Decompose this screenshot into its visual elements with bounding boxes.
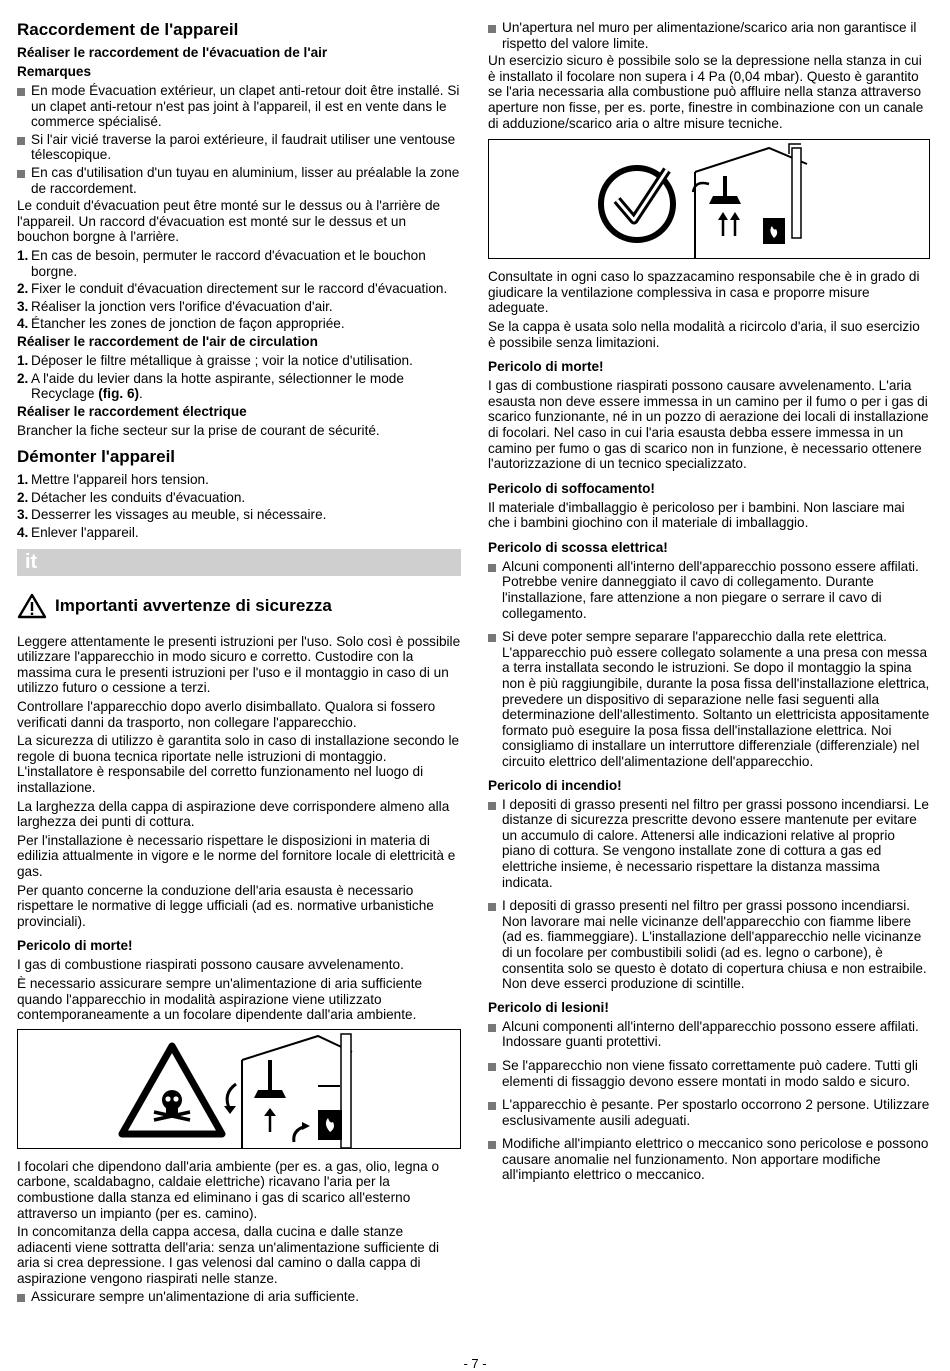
step-item: 4. Enlever l'appareil. bbox=[17, 525, 139, 541]
section-title-dismount: Démonter l'appareil bbox=[17, 447, 176, 467]
fire-heading: Pericolo di incendio! bbox=[488, 777, 622, 793]
list-item: Se l'apparecchio non viene fissato correttamente può cadere. Tutti gli elementi di fissaggio devono essere montati in modo saldo e sicuro. bbox=[488, 1058, 930, 1089]
danger-paragraph: È necessario assicurare sempre un'alimentazione di aria sufficiente quando l'apparecchio in modalità aspirazione viene utilizzato contemporaneamente a un focolare dipendente dall'aria ambiente. bbox=[17, 975, 423, 1023]
ok-figure bbox=[488, 139, 930, 259]
list-item: Alcuni componenti all'interno dell'apparecchio possono essere affilati. Potrebbe venire danneggiato il cavo di collegamento. Durante l'installazione, fare attenzione a non piegare o serrare il cavo di collegamento. bbox=[488, 559, 930, 621]
checkmark-circle-icon bbox=[601, 168, 673, 240]
step-item: 3. Desserrer les vissages au meuble, si nécessaire. bbox=[17, 507, 327, 523]
section-title-connection: Raccordement de l'appareil bbox=[17, 20, 239, 39]
list-item: I depositi di grasso presenti nel filtro per grassi possono incendiarsi. Non lavorare mai nelle vicinanze dell'apparecchio con fiamme libere (ad es. fiammeggiare). L'installazione dell'apparecchio nelle vicinanze di un focolare per combustibili solidi (ad es. legno o carbone), è consentita solo se questo è dotato di copertura chiusa e non estraibile. Non deve esserci produzione di scintille. bbox=[488, 898, 930, 992]
list-item: Un'apertura nel muro per alimentazione/scarico aria non garantisce il rispetto del valore limite. bbox=[488, 20, 930, 51]
right-column bbox=[488, 20, 930, 1185]
safety-paragraph: Per l'installazione è necessario rispettare le disposizioni in materia di edilizia attualmente in vigore e le norme del fornitore locale di elettricità e gas. bbox=[17, 832, 456, 879]
list-item: L'apparecchio è pesante. Per spostarlo occorrono 2 persone. Utilizzare esclusivamente ausili adeguati. bbox=[488, 1097, 930, 1128]
shock-heading: Pericolo di scossa elettrica! bbox=[488, 539, 668, 555]
skull-hazard-icon bbox=[122, 1046, 222, 1134]
list-item: Modifiche all'impianto elettrico o meccanico sono pericolose e possono causare anomalie nel funzionamento. Non apportare modifiche all'impianto elettrico o meccanico. bbox=[488, 1136, 930, 1183]
warning-triangle-icon bbox=[17, 593, 47, 619]
subheading-exhaust: Réaliser le raccordement de l'évacuation de l'air bbox=[17, 45, 328, 60]
safety-heading: Importanti avvertenze di sicurezza bbox=[17, 593, 461, 619]
step-item: 2. Fixer le conduit d'évacuation directement sur le raccord d'évacuation. bbox=[17, 281, 448, 297]
page-number: - 7 - bbox=[463, 1356, 487, 1371]
list-item: En mode Évacuation extérieur, un clapet anti-retour doit être installé. Si un clapet anti-retour n'est pas joint à l'appareil, il est en vente dans le commerce spécialisé. bbox=[17, 83, 461, 130]
paragraph: Se la cappa è usata solo nella modalità a ricircolo d'aria, il suo esercizio è possibile senza limitazioni. bbox=[488, 318, 920, 350]
house-ventilation-icon bbox=[693, 144, 807, 258]
safety-paragraph: La larghezza della cappa di aspirazione deve corrispondere almeno alla larghezza dei punti di cottura. bbox=[17, 798, 450, 830]
suffocation-heading: Pericolo di soffocamento! bbox=[488, 480, 655, 496]
list-item: En cas d'utilisation d'un tuyau en aluminium, lisser au préalable la zone de raccordement. bbox=[17, 165, 461, 196]
step-item: 3. Réaliser la jonction vers l'orifice d'évacuation d'air. bbox=[17, 298, 333, 314]
warning-figure bbox=[17, 1029, 461, 1149]
house-ventilation-icon bbox=[224, 1034, 352, 1148]
list-item: Si deve poter sempre separare l'apparecchio dalla rete elettrica. L'apparecchio può essere collegato solamente a una presa con messa a terra installata secondo le istruzioni. Se dopo il montaggio la spina non è più raggiungibile, durante la posa fissa dell'installazione elettrica, prevedere un dispositivo di separazione nelle fasi seguenti alla determinazione dell'allestimento. Soltanto un elettricista appositamente formato può eseguire la posa fissa dell'installazione elettrica. Noi consigliamo di installare un interruttore differenziale (differenziale) nel circuito elettrico dell'alimentazione dell'apparecchio. bbox=[488, 629, 930, 769]
suffocation-paragraph: Il materiale d'imballaggio è pericoloso per i bambini. Non lasciare mai che i bambini giochino con il materiale di imballaggio. bbox=[488, 499, 905, 531]
danger-heading: Pericolo di morte! bbox=[488, 359, 604, 375]
step-item: 1. En cas de besoin, permuter le raccord d'évacuation et le bouchon borgne. bbox=[17, 247, 426, 279]
safety-paragraph: Controllare l'apparecchio dopo averlo disimballato. Qualora si fossero verificati danni da trasporto, non collegare l'apparecchio. bbox=[17, 699, 436, 730]
flue-paragraph: I focolari che dipendono dall'aria ambiente (per es. a gas, olio, legna o carbone, scaldabagno, caldaie elettriche) ricavano l'aria per la combustione dalla stanza ed eliminano i gas di scarico all'esterno attraverso un impianto (per es. camino). bbox=[17, 1158, 440, 1221]
step-item: 2. A l'aide du levier dans la hotte aspirante, sélectionner le mode Recyclage (fig. 6). bbox=[17, 370, 404, 402]
list-item: I depositi di grasso presenti nel filtro per grassi possono incendiarsi. Le distanze di sicurezza prescritte devono essere mantenute per evitare un accumulo di calore. Attenersi alle indicazioni relative al proprio piano di cottura. Se vengono installate zone di cottura a gas ed elettriche insieme, è necessario rispettare la distanza massima indicata. bbox=[488, 797, 930, 891]
step-item: 2. Détacher les conduits d'évacuation. bbox=[17, 489, 246, 505]
danger-paragraph: I gas di combustione riaspirati possono causare avvelenamento. bbox=[17, 957, 404, 973]
paragraph: Un esercizio sicuro è possibile solo se la depressione nella stanza in cui è installato il focolare non supera i 4 Pa (0,04 mbar). Questo è garantito se l'aria necessaria alla combustione può affluire nella stanza attraverso aperture non fisse, per es. porte, finestre in combinazione con un canale di adduzione/scarico aria o altre misure tecniche. bbox=[488, 53, 924, 131]
step-item: 1. Mettre l'appareil hors tension. bbox=[17, 472, 209, 488]
danger-heading: Pericolo di morte! bbox=[17, 938, 133, 954]
step-item: 4. Étancher les zones de jonction de façon appropriée. bbox=[17, 316, 345, 332]
figure-reference: (fig. 6) bbox=[98, 386, 140, 402]
list-item: Si l'air vicié traverse la paroi extérieure, il faudrait utiliser une ventouse télescopique. bbox=[17, 132, 461, 163]
electrical-paragraph: Brancher la fiche secteur sur la prise de courant de sécurité. bbox=[17, 422, 380, 438]
list-item: Alcuni componenti all'interno dell'apparecchio possono essere affilati. Indossare guanti protettivi. bbox=[488, 1019, 930, 1050]
danger-paragraph: I gas di combustione riaspirati possono causare avvelenamento. L'aria esausta non deve essere immessa in un camino per il fumo o per i gas di scarico funzionante, né in un pozzo di aerazione dei locali di installazione di focolari. Nel caso in cui l'aria esausta debba essere immessa in un camino per fumo o gas di scarico non in funzione, è necessario ottenere l'autorizzazione di un tecnico specializzato. bbox=[488, 378, 929, 472]
step-item: 1. Déposer le filtre métallique à graisse ; voir la notice d'utilisation. bbox=[17, 352, 413, 368]
subheading-recirculation: Réaliser le raccordement de l'air de circulation bbox=[17, 333, 318, 349]
left-column bbox=[17, 20, 461, 1307]
safety-paragraph: Per quanto concerne la conduzione dell'aria esausta è necessario rispettare le normative di legge ufficiali (ad es. normative urbanistiche provinciali). bbox=[17, 882, 434, 929]
flue-paragraph: In concomitanza della cappa accesa, dalla cucina e dalle stanze adiacenti viene sottratta dell'aria: senza un'alimentazione sufficiente di aria si crea depressione. I gas velenosi dal camino o dalla cappa di aspirazione vengono riaspirati nelle stanze. bbox=[17, 1224, 440, 1286]
subheading-electrical: Réaliser le raccordement électrique bbox=[17, 403, 247, 419]
language-bar: it bbox=[17, 549, 461, 576]
conduit-paragraph: Le conduit d'évacuation peut être monté sur le dessus ou à l'arrière de l'appareil. Un raccord d'évacuation est monté sur le dessus et un bouchon borgne à l'arrière. bbox=[17, 198, 441, 245]
paragraph: Consultate in ogni caso lo spazzacamino responsabile che è in grado di giudicare la ventilazione complessiva in casa e proporre misure adeguate. bbox=[488, 269, 920, 316]
injury-heading: Pericolo di lesioni! bbox=[488, 999, 609, 1015]
safety-paragraph: La sicurezza di utilizzo è garantita solo in caso di installazione secondo le regole di buona tecnica riportate nelle istruzioni di montaggio. L'installatore è responsabile del corretto funzionamento nel luogo di installazione. bbox=[17, 733, 460, 795]
remarks-heading: Remarques bbox=[17, 64, 92, 79]
list-item: Assicurare sempre un'alimentazione di aria sufficiente. bbox=[17, 1289, 461, 1305]
safety-paragraph: Leggere attentamente le presenti istruzioni per l'uso. Solo così è possibile utilizzare l'apparecchio in modo sicuro e corretto. Custodire con la massima cura le presenti istruzioni per l'uso e il montaggio in caso di un utilizzo futuro o cessione a terzi. bbox=[17, 633, 461, 696]
